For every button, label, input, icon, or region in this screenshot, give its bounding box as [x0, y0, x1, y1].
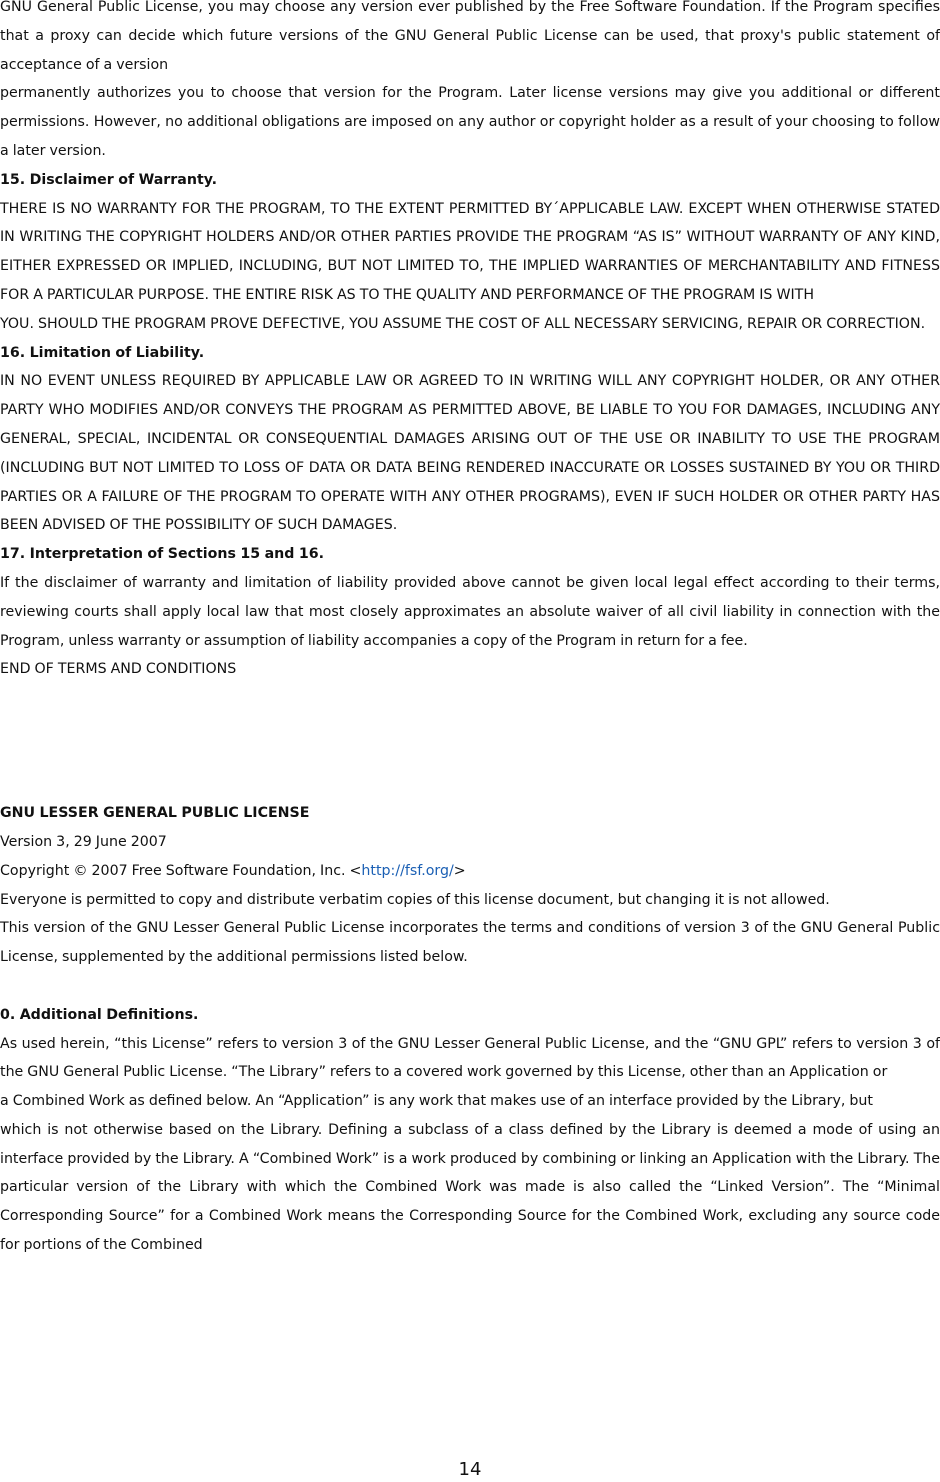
end-of-terms: END OF TERMS AND CONDITIONS	[0, 661, 237, 678]
lgpl-version: Version 3, 29 June 2007	[0, 833, 167, 850]
lgpl-everyone: Everyone is permitted to copy and distribute verbatim copies of this license document, but changing it is not allowed.	[0, 891, 830, 908]
copyright-suffix: >	[453, 862, 466, 879]
fsf-link[interactable]: http://fsf.org/	[361, 862, 454, 879]
section-17-heading: 17. Interpretation of Sections 15 and 16.	[0, 546, 324, 563]
section-16-body: IN NO EVENT UNLESS REQUIRED BY APPLICABLE LAW OR AGREED TO IN WRITING WILL ANY COPYRIGHT HOLDER, OR ANY OTHER PARTY WHO MODIFIES AND/OR CONVEYS THE PROGRAM AS PERMITTED ABOVE, BE LIABLE TO YOU FOR DAMAGES, INCLUDING ANY GENERAL, SPECIAL, INCIDENTAL OR CONSEQUENTIAL DAMAGES ARISING OUT OF THE USE OR INABILITY TO USE THE PROGRAM (INCLUDING BUT NOT LIMITED TO LOSS OF DATA OR DATA BEING RENDERED INACCURATE OR LOSSES SUSTAINED BY YOU OR THIRD PARTIES OR A FAILURE OF THE PROGRAM TO OPERATE WITH ANY OTHER PROGRAMS), EVEN IF SUCH HOLDER OR OTHER PARTY HAS BEEN ADVISED OF THE POSSIBILITY OF SUCH DAMAGES.	[0, 373, 940, 534]
lgpl-copyright	[0, 857, 940, 886]
proxy-paragraph: GNU General Public License, you may choose any version ever published by the Free Software Foundation. If the Program specifies that a proxy can decide which future versions of the GNU General Public License can be used, that proxy's public statement of acceptance of a version	[0, 0, 940, 73]
section-16-heading: 16. Limitation of Liability.	[0, 344, 205, 361]
section-15-body-1: THERE IS NO WARRANTY FOR THE PROGRAM, TO THE EXTENT PERMITTED BY´APPLICABLE LAW. EXCEPT WHEN OTHERWISE STATED IN WRITING THE COPYRIGHT HOLDERS AND/OR OTHER PARTIES PROVIDE THE PROGRAM “AS IS” WITHOUT WARRANTY OF ANY KIND, EITHER EXPRESSED OR IMPLIED, INCLUDING, BUT NOT LIMITED TO, THE IMPLIED WARRANTIES OF MERCHANTABILITY AND FITNESS FOR A PARTICULAR PURPOSE. THE ENTIRE RISK AS TO THE QUALITY AND PERFORMANCE OF THE PROGRAM IS WITH	[0, 200, 940, 303]
copyright-prefix: Copyright © 2007 Free Software Foundation, Inc. <	[0, 862, 362, 879]
section-17-body: If the disclaimer of warranty and limitation of liability provided above cannot be given local legal effect according to their terms, reviewing courts shall apply local law that most closely approximates an absolute waiver of all civil liability in connection with the Program, unless warranty or assumption of liability accompanies a copy of the Program in return for a fee.	[0, 574, 940, 649]
page-number: 14	[458, 1459, 482, 1480]
section-0-para-1: As used herein, “this License” refers to version 3 of the GNU Lesser General Public License, and the “GNU GPL” refers to version 3 of the GNU General Public License. “The Library” refers to a covered work governed by this License, other than an Application or	[0, 1035, 940, 1081]
paragraph-spacer	[0, 972, 940, 1001]
section-0-para-3: which is not otherwise based on the Library. Defining a subclass of a class defined by the Library is deemed a mode of using an interface provided by the Library. A “Combined Work” is a work produced by combining or linking an Application with the Library. The particular version of the Library with which the Combined Work was made is also called the “Linked Version”. The “Minimal Corresponding Source” for a Combined Work means the Corresponding Source for the Combined Work, excluding any source code for portions of the Combined	[0, 1121, 940, 1254]
section-spacer	[0, 684, 940, 799]
lgpl-title: GNU LESSER GENERAL PUBLIC LICENSE	[0, 805, 310, 822]
lgpl-intro: This version of the GNU Lesser General Public License incorporates the terms and conditions of version 3 of the GNU General Public License, supplemented by the additional permissions listed below.	[0, 920, 940, 966]
section-0-para-2: a Combined Work as defined below. An “Application” is any work that makes use of an interface provided by the Library, but	[0, 1093, 873, 1110]
section-15-heading: 15. Disclaimer of Warranty.	[0, 171, 218, 188]
section-0-heading: 0. Additional Definitions.	[0, 1006, 199, 1023]
section-15-body-2: YOU. SHOULD THE PROGRAM PROVE DEFECTIVE, YOU ASSUME THE COST OF ALL NECESSARY SERVICING, REPAIR OR CORRECTION.	[0, 315, 926, 332]
permanently-paragraph: permanently authorizes you to choose that version for the Program. Later license versions may give you additional or different permissions. However, no additional obligations are imposed on any author or copyright holder as a result of your choosing to follow a later version.	[0, 85, 940, 159]
